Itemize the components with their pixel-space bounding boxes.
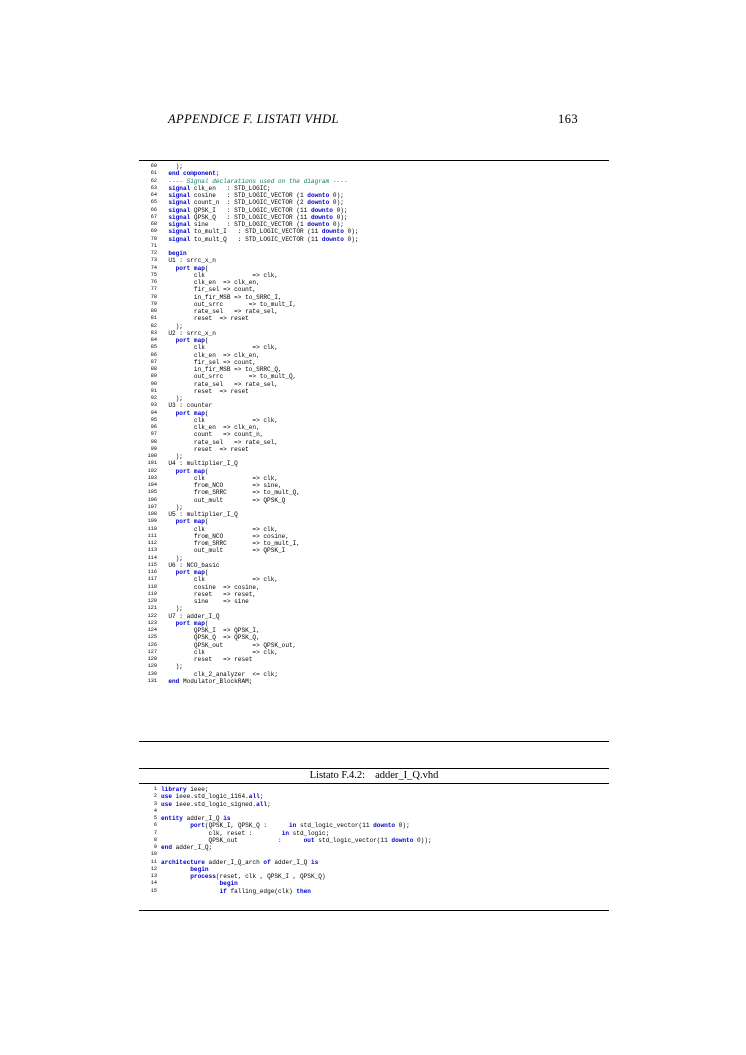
line-number: 60 <box>150 163 157 169</box>
line-number: 61 <box>150 170 157 177</box>
code-text: out_mult => QPSK_I <box>161 547 286 555</box>
code-text: port map( <box>175 409 209 417</box>
line-number: 70 <box>150 235 157 242</box>
running-head-title: APPENDICE F. LISTATI VHDL <box>168 112 339 126</box>
line-number: 95 <box>150 416 157 423</box>
code-text: from_NCO => sine, <box>161 482 282 489</box>
code-text: fir_sel => count, <box>161 358 257 366</box>
line-number: 124 <box>147 627 157 633</box>
code-text: clk_2_analyzer <= clk; <box>161 670 279 678</box>
code-text: clk => clk, <box>161 271 279 279</box>
listing-1-line <box>139 265 609 272</box>
listing-1-line <box>139 649 609 656</box>
running-head <box>168 112 578 127</box>
code-text: signal cosine : STD_LOGIC_VECTOR (1 downto 0); <box>161 192 344 199</box>
code-text: entity adder_I_Q is <box>161 815 231 822</box>
listing-1-line <box>139 634 609 641</box>
listing-1-line <box>139 279 609 286</box>
listing-1-line <box>139 475 609 482</box>
code-text: clk => clk, <box>161 525 279 533</box>
listing-1-line <box>139 518 609 525</box>
code-text: clk => clk, <box>161 474 279 482</box>
listing-1-line <box>139 257 609 264</box>
listing-2-line <box>139 815 609 822</box>
line-number: 117 <box>147 576 157 583</box>
listing-1-line <box>139 504 609 511</box>
line-number: 122 <box>147 612 157 619</box>
line-number: 118 <box>147 583 157 590</box>
line-number: 84 <box>150 337 157 343</box>
code-text: if falling_edge(clk) then <box>219 887 311 895</box>
code-text: fir_sel => count, <box>161 286 257 294</box>
line-number: 12 <box>150 865 157 872</box>
listing-2-line <box>139 866 609 873</box>
line-number: 125 <box>147 634 157 641</box>
code-text: reset => reset <box>161 656 253 663</box>
line-number: 1 <box>153 786 157 792</box>
code-text: clk => clk, <box>161 648 279 656</box>
code-text: signal count_n : STD_LOGIC_VECTOR (2 downto 0); <box>161 199 344 207</box>
listing-1-line <box>139 323 609 330</box>
line-number: 83 <box>150 329 157 336</box>
line-number: 98 <box>150 438 157 445</box>
listing-1-line <box>139 598 609 605</box>
code-text: from_SRRC => to_mult_I, <box>161 540 300 547</box>
listing-1-line <box>139 584 609 591</box>
line-number: 108 <box>147 511 157 517</box>
line-number: 8 <box>153 836 157 843</box>
line-number: 7 <box>153 829 157 836</box>
listing-1-line <box>139 315 609 322</box>
code-text: ); <box>161 395 183 402</box>
code-text: end component; <box>161 170 220 178</box>
code-text: ); <box>161 163 183 170</box>
line-number: 111 <box>147 532 157 539</box>
line-number: 93 <box>150 402 157 409</box>
listing-2-line <box>139 808 609 815</box>
code-text: use ieee.std_logic_1164.all; <box>161 793 264 801</box>
listing-1-line <box>139 243 609 250</box>
listing-1-line <box>139 613 609 620</box>
listing-1-line <box>139 431 609 438</box>
code-text: U7 : adder_I_Q <box>161 612 220 620</box>
line-number: 15 <box>150 887 157 894</box>
line-number: 121 <box>147 605 157 612</box>
code-text: process(reset, clk , QPSK_I , QPSK_Q) <box>190 873 326 880</box>
listing-2-line <box>139 822 609 829</box>
code-text: signal QPSK_Q : STD_LOGIC_VECTOR (11 downto 0); <box>161 213 348 221</box>
code-text: ); <box>161 322 183 330</box>
code-text: ); <box>161 605 183 613</box>
listing-1-line <box>139 663 609 670</box>
listing-1-line <box>139 178 609 185</box>
line-number: 128 <box>147 656 157 662</box>
listing-1-line <box>139 366 609 373</box>
code-text: signal to_mult_I : STD_LOGIC_VECTOR (11 downto 0); <box>161 228 359 236</box>
listing-1-line <box>139 395 609 402</box>
line-number: 89 <box>150 373 157 380</box>
line-number: 96 <box>150 424 157 430</box>
caption-label: Listato F.4.2: <box>309 770 366 781</box>
line-number: 73 <box>150 257 157 264</box>
code-text: out_srrc => to_mult_I, <box>161 300 297 308</box>
line-number: 65 <box>150 199 157 206</box>
code-text: clk => clk, <box>161 576 279 584</box>
listing-2-line <box>139 837 609 844</box>
listing-1-line <box>139 569 609 576</box>
line-number: 79 <box>150 300 157 307</box>
line-number: 14 <box>150 880 157 887</box>
line-number: 105 <box>147 489 157 496</box>
line-number: 103 <box>147 474 157 481</box>
code-text: ); <box>161 453 183 460</box>
code-text: ---- Signal declarations used on the diagram ---- <box>161 177 348 185</box>
listing-2-line <box>139 851 609 858</box>
listing-2-line <box>139 844 609 851</box>
code-text: clk, reset : in std_logic; <box>161 829 330 837</box>
code-text: port map( <box>175 619 209 627</box>
listing-1-top-rule <box>139 160 609 161</box>
code-text: clk_en => clk_en, <box>161 279 260 286</box>
listing-1-line <box>139 228 609 235</box>
listing-1-line <box>139 352 609 359</box>
code-text: QPSK_out => QPSK_out, <box>161 641 297 649</box>
code-text: clk_en => clk_en, <box>161 351 260 359</box>
line-number: 91 <box>150 387 157 394</box>
listing-2-line <box>139 880 609 887</box>
line-number: 3 <box>153 800 157 807</box>
code-text: QPSK_out : out std_logic_vector(11 downto 0)); <box>161 836 432 844</box>
code-text: cosine => cosine, <box>161 583 260 591</box>
line-number: 76 <box>150 279 157 285</box>
code-text: architecture adder_I_Q_arch of adder_I_Q is <box>161 858 319 866</box>
code-text: signal QPSK_I : STD_LOGIC_VECTOR (11 downto 0); <box>161 206 348 214</box>
listing-1-line <box>139 460 609 467</box>
listing-2-line <box>139 888 609 895</box>
line-number: 71 <box>150 242 157 249</box>
code-text: from_NCO => cosine, <box>161 532 289 540</box>
line-number: 101 <box>147 460 157 467</box>
line-number: 94 <box>150 409 157 416</box>
listing-1-line <box>139 620 609 627</box>
code-text: rate_sel => rate_sel, <box>161 380 279 388</box>
listing-1-line <box>139 446 609 453</box>
line-number: 114 <box>147 554 157 561</box>
listing-1-line <box>139 547 609 554</box>
listing-1-line <box>139 605 609 612</box>
code-text: in_fir_MSB => to_SRRC_Q, <box>161 366 282 373</box>
listing-1-line <box>139 294 609 301</box>
code-text: begin <box>219 880 238 888</box>
listing-2-line <box>139 830 609 837</box>
code-text: U1 : srrc_x_n <box>161 257 216 265</box>
line-number: 115 <box>147 561 157 568</box>
code-text: U5 : multiplier_I_Q <box>161 511 238 518</box>
line-number: 11 <box>150 858 157 865</box>
line-number: 113 <box>147 547 157 554</box>
code-text: U3 : counter <box>161 402 213 410</box>
line-number: 87 <box>150 358 157 365</box>
line-number: 126 <box>147 641 157 648</box>
code-text: end adder_I_Q; <box>161 844 213 851</box>
code-text: signal clk_en : STD_LOGIC; <box>161 184 271 192</box>
listing-1-line <box>139 417 609 424</box>
code-text: begin <box>190 865 209 873</box>
listing-2-line <box>139 873 609 880</box>
listing-1-line <box>139 671 609 678</box>
listing-1-line <box>139 439 609 446</box>
line-number: 4 <box>153 807 157 814</box>
line-number: 63 <box>150 184 157 191</box>
listing-1-line <box>139 402 609 409</box>
line-number: 112 <box>147 540 157 546</box>
code-text: rate_sel => rate_sel, <box>161 438 279 446</box>
listing-1-line <box>139 511 609 518</box>
listing-1-line <box>139 286 609 293</box>
listing-1-line <box>139 301 609 308</box>
listing-1-line <box>139 170 609 177</box>
listing-2-bottom-rule <box>139 910 609 911</box>
code-text: reset => reset <box>161 387 249 395</box>
line-number: 116 <box>147 569 157 575</box>
line-number: 6 <box>153 822 157 829</box>
code-text: U6 : NCO_basic <box>161 561 220 569</box>
line-number: 104 <box>147 482 157 488</box>
listing-1-line <box>139 373 609 380</box>
line-number: 64 <box>150 192 157 198</box>
code-text: port map( <box>175 467 209 475</box>
listing-1-line <box>139 410 609 417</box>
listing-1-line <box>139 656 609 663</box>
line-number: 92 <box>150 395 157 401</box>
line-number: 123 <box>147 619 157 626</box>
listing-1-line <box>139 453 609 460</box>
code-text: QPSK_I => QPSK_I, <box>161 627 260 634</box>
code-text: ); <box>161 503 183 511</box>
line-number: 2 <box>153 793 157 800</box>
caption-title: adder_I_Q.vhd <box>375 770 439 781</box>
code-text: out_srrc => to_mult_Q, <box>161 373 297 381</box>
line-number: 9 <box>153 844 157 850</box>
listing-1-line <box>139 381 609 388</box>
listing-1-line <box>139 185 609 192</box>
line-number: 131 <box>147 677 157 684</box>
code-text: ); <box>161 663 183 671</box>
line-number: 75 <box>150 271 157 278</box>
listing-1-line <box>139 192 609 199</box>
listing-1-line <box>139 388 609 395</box>
line-number: 109 <box>147 518 157 525</box>
listing-1-line <box>139 482 609 489</box>
code-text: count => count_n, <box>161 431 264 439</box>
code-text: end Modulator_BlockRAM; <box>161 677 253 685</box>
line-number: 69 <box>150 228 157 235</box>
listing-2-line <box>139 786 609 793</box>
code-text: port(QPSK_I, QPSK_Q : in std_logic_vector(11 downto 0); <box>190 822 410 830</box>
line-number: 129 <box>147 663 157 670</box>
listing-2-line <box>139 859 609 866</box>
listing-1-line <box>139 627 609 634</box>
line-number: 120 <box>147 598 157 604</box>
code-text: reset => reset, <box>161 590 257 598</box>
listing-1-line <box>139 272 609 279</box>
listing-1-line <box>139 359 609 366</box>
listing-1-line <box>139 526 609 533</box>
code-text: port map( <box>175 518 209 526</box>
code-text: U4 : multiplier_I_Q <box>161 460 238 468</box>
line-number: 107 <box>147 503 157 510</box>
line-number: 80 <box>150 308 157 314</box>
line-number: 62 <box>150 177 157 184</box>
listing-1-bottom-rule <box>139 741 609 742</box>
line-number: 110 <box>147 525 157 532</box>
listing-1-line <box>139 540 609 547</box>
line-number: 78 <box>150 293 157 300</box>
listing-1-line <box>139 562 609 569</box>
code-text: sine => sine <box>161 598 249 605</box>
code-text: port map( <box>175 337 209 344</box>
line-number: 86 <box>150 351 157 358</box>
listing-2-line <box>139 793 609 800</box>
line-number: 66 <box>150 206 157 213</box>
listing-1-line <box>139 207 609 214</box>
listing-1-line <box>139 250 609 257</box>
line-number: 119 <box>147 590 157 597</box>
line-number: 81 <box>150 315 157 322</box>
listing-1-line <box>139 199 609 206</box>
line-number: 90 <box>150 380 157 387</box>
listing-1-line <box>139 337 609 344</box>
listing-1-line <box>139 308 609 315</box>
line-number: 106 <box>147 496 157 503</box>
listing-2-line <box>139 801 609 808</box>
line-number: 97 <box>150 431 157 438</box>
caption-top-rule <box>139 768 609 769</box>
line-number: 82 <box>150 322 157 329</box>
code-text: in_fir_MSB => to_SRRC_I, <box>161 293 282 301</box>
listing-1-line <box>139 555 609 562</box>
code-text: clk => clk, <box>161 416 279 424</box>
page-number: 163 <box>558 112 578 126</box>
listing-1-line <box>139 330 609 337</box>
line-number: 67 <box>150 213 157 220</box>
code-text: ); <box>161 554 183 562</box>
listing-1-line <box>139 468 609 475</box>
code-text: clk => clk, <box>161 344 279 352</box>
listing-1-line <box>139 678 609 685</box>
code-text: library ieee; <box>161 786 209 793</box>
code-text: begin <box>161 250 187 257</box>
line-number: 13 <box>150 873 157 879</box>
code-listing-adder <box>139 786 609 895</box>
code-text: signal sine : STD_LOGIC_VECTOR (1 downto 0); <box>161 221 344 228</box>
line-number: 74 <box>150 264 157 271</box>
code-text: out_mult => QPSK_Q <box>161 496 286 504</box>
code-text: U2 : srrc_x_n <box>161 329 216 337</box>
listing-1-line <box>139 591 609 598</box>
code-text: clk_en => clk_en, <box>161 424 260 431</box>
line-number: 102 <box>147 467 157 474</box>
code-text: reset => reset <box>161 315 249 323</box>
line-number: 5 <box>153 815 157 821</box>
code-text: rate_sel => rate_sel, <box>161 308 279 315</box>
listing-1-line <box>139 214 609 221</box>
code-listing-modulator <box>139 163 609 685</box>
line-number: 85 <box>150 344 157 351</box>
listing-1-line <box>139 424 609 431</box>
line-number: 100 <box>147 453 157 459</box>
listing-1-line <box>139 576 609 583</box>
listing-1-line <box>139 163 609 170</box>
listing-1-line <box>139 221 609 228</box>
code-text: QPSK_Q => QPSK_Q, <box>161 634 260 642</box>
line-number: 88 <box>150 366 157 372</box>
code-text: signal to_mult_Q : STD_LOGIC_VECTOR (11 downto 0); <box>161 235 359 243</box>
line-number: 77 <box>150 286 157 293</box>
code-text: port map( <box>175 264 209 272</box>
code-text: from_SRRC => to_mult_Q, <box>161 489 300 497</box>
listing-caption <box>139 770 609 782</box>
line-number: 72 <box>150 250 157 256</box>
listing-1-line <box>139 236 609 243</box>
line-number: 127 <box>147 648 157 655</box>
listing-1-line <box>139 642 609 649</box>
listing-1-line <box>139 533 609 540</box>
line-number: 68 <box>150 221 157 227</box>
code-text: use ieee.std_logic_signed.all; <box>161 800 271 808</box>
caption-bottom-rule <box>139 783 609 784</box>
code-text: reset => reset <box>161 445 249 453</box>
line-number: 130 <box>147 670 157 677</box>
listing-1-line <box>139 489 609 496</box>
code-text: port map( <box>175 569 209 576</box>
line-number: 99 <box>150 445 157 452</box>
listing-1-line <box>139 497 609 504</box>
listing-1-line <box>139 344 609 351</box>
line-number: 10 <box>150 851 157 858</box>
